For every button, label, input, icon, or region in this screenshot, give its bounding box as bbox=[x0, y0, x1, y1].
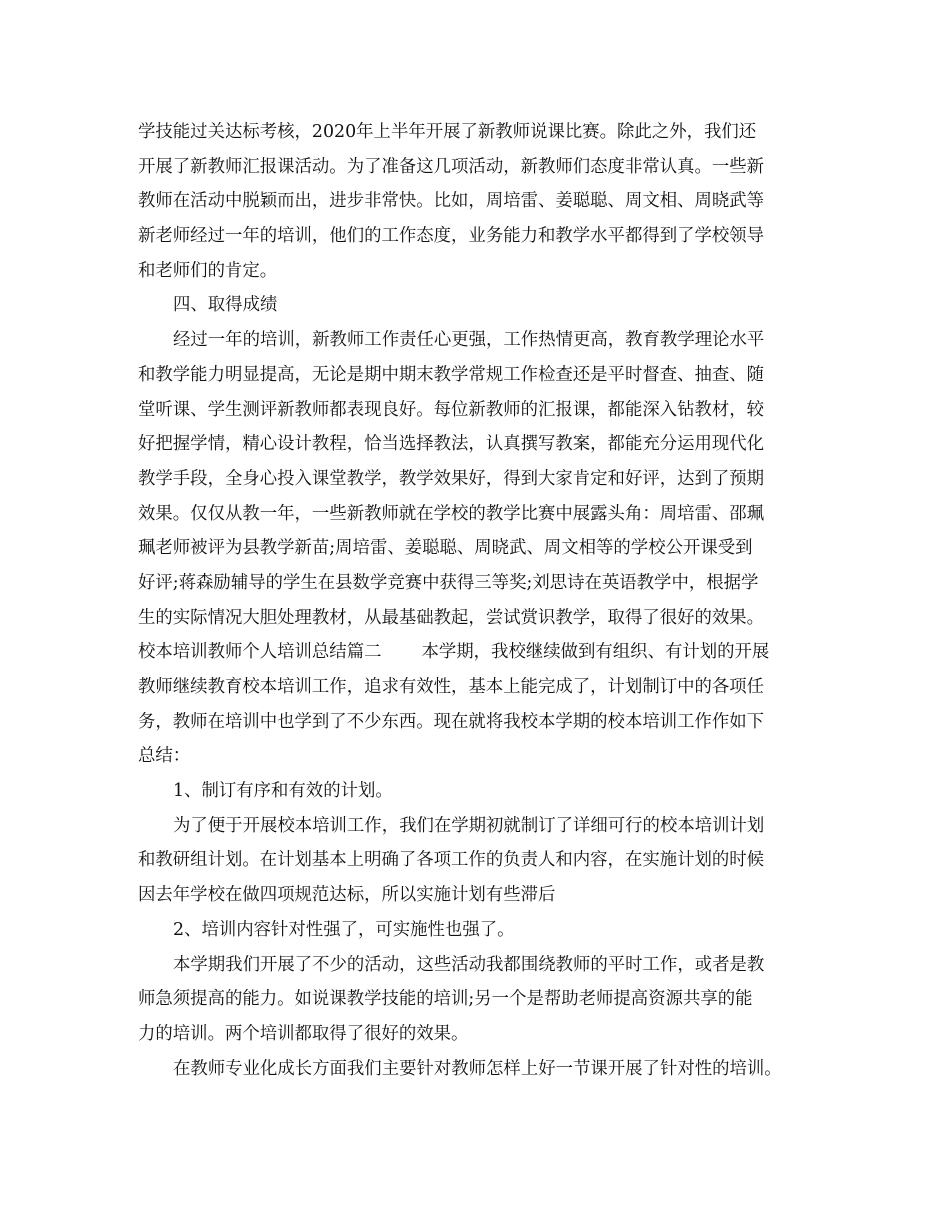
text-line-content: 四、取得成绩 bbox=[173, 295, 278, 316]
text-line-content: 和老师们的肯定。 bbox=[138, 260, 278, 281]
text-line bbox=[138, 462, 838, 497]
text-line bbox=[138, 774, 838, 809]
text-line-content: 力的培训。两个培训都取得了很好的效果。 bbox=[138, 1023, 469, 1044]
text-line-content: 生的实际情况大胆处理教材，从最基础教起，尝试赏识教学，取得了很好的效果。 bbox=[138, 607, 765, 628]
text-line bbox=[138, 982, 838, 1017]
text-line-content: 经过一年的培训，新教师工作责任心更强，工作热情更高，教育教学理论水平 bbox=[173, 330, 765, 351]
text-line-content: 师急须提高的能力。如说课教学技能的培训;另一个是帮助老师提高资源共享的能 bbox=[138, 989, 753, 1010]
text-line-content: 开展了新教师汇报课活动。为了准备这几项活动，新教师们态度非常认真。一些新 bbox=[138, 156, 765, 177]
text-line bbox=[138, 843, 838, 878]
text-line bbox=[138, 809, 838, 844]
text-line bbox=[138, 115, 838, 150]
text-line bbox=[138, 670, 838, 705]
document-body bbox=[138, 115, 838, 1086]
text-line-content: 好评;蒋森励辅导的学生在县数学竞赛中获得三等奖;刘思诗在英语教学中，根据学 bbox=[138, 572, 759, 593]
text-line bbox=[138, 323, 838, 358]
text-line bbox=[138, 948, 838, 983]
text-line bbox=[138, 566, 838, 601]
text-line bbox=[138, 601, 838, 636]
text-line bbox=[138, 531, 838, 566]
text-line bbox=[138, 184, 838, 219]
text-line-content: 和教研组计划。在计划基本上明确了各项工作的负责人和内容，在实施计划的时候 bbox=[138, 850, 765, 871]
text-line bbox=[138, 739, 838, 774]
text-line-content: 好把握学情，精心设计教程，恰当选择教法，认真撰写教案，都能充分运用现代化 bbox=[138, 434, 765, 455]
text-line-content: 在教师专业化成长方面我们主要针对教师怎样上好一节课开展了针对性的培训。 bbox=[173, 1058, 782, 1079]
text-line-content: 1、制订有序和有效的计划。 bbox=[173, 781, 393, 802]
text-line-content: 教学手段，全身心投入课堂教学，教学效果好，得到大家肯定和好评，达到了预期 bbox=[138, 468, 765, 489]
text-line bbox=[138, 705, 838, 740]
text-line bbox=[138, 1017, 838, 1052]
text-line-content: 新老师经过一年的培训，他们的工作态度，业务能力和教学水平都得到了学校领导 bbox=[138, 226, 765, 247]
text-line-content: 效果。仅仅从教一年，一些新教师就在学校的教学比赛中展露头角：周培雷、邵珮 bbox=[138, 503, 765, 524]
text-line-content: 珮老师被评为县教学新苗;周培雷、姜聪聪、周晓武、周文相等的学校公开课受到 bbox=[138, 538, 753, 559]
text-line-content: 教师在活动中脱颖而出，进步非常快。比如，周培雷、姜聪聪、周文相、周晓武等 bbox=[138, 191, 765, 212]
text-line bbox=[138, 497, 838, 532]
text-line bbox=[138, 288, 838, 323]
text-line-content: 校本培训教师个人培训总结篇二 bbox=[138, 642, 382, 663]
text-line bbox=[138, 635, 838, 670]
text-line bbox=[138, 219, 838, 254]
text-line bbox=[138, 878, 838, 913]
text-line-content: 本学期我们开展了不少的活动，这些活动我都围绕教师的平时工作，或者是教 bbox=[173, 954, 765, 975]
text-line bbox=[138, 254, 838, 289]
text-line-content: 总结： bbox=[138, 746, 191, 767]
text-line bbox=[138, 1052, 838, 1087]
text-line-content: 堂听课、学生测评新教师都表现良好。每位新教师的汇报课，都能深入钻教材，较 bbox=[138, 399, 765, 420]
text-line bbox=[138, 150, 838, 185]
text-line-content: 2、培训内容针对性强了，可实施性也强了。 bbox=[173, 919, 515, 940]
text-line-content: 学技能过关达标考核，2020年上半年开展了新教师说课比赛。除此之外，我们还 bbox=[138, 122, 757, 142]
text-line-content: 为了便于开展校本培训工作，我们在学期初就制订了详细可行的校本培训计划 bbox=[173, 815, 765, 836]
text-line bbox=[138, 913, 838, 948]
text-line bbox=[138, 393, 838, 428]
text-line-content: 务，教师在培训中也学到了不少东西。现在就将我校本学期的校本培训工作作如下 bbox=[138, 711, 765, 732]
text-line-content: 和教学能力明显提高，无论是期中期末教学常规工作检查还是平时督查、抽查、随 bbox=[138, 364, 765, 385]
text-line-content: 本学期，我校继续做到有组织、有计划的开展 bbox=[421, 642, 770, 663]
text-line-content: 因去年学校在做四项规范达标，所以实施计划有些滞后 bbox=[138, 885, 556, 906]
text-line-content: 教师继续教育校本培训工作，追求有效性，基本上能完成了，计划制订中的各项任 bbox=[138, 677, 765, 697]
text-line bbox=[138, 427, 838, 462]
text-line bbox=[138, 358, 838, 393]
